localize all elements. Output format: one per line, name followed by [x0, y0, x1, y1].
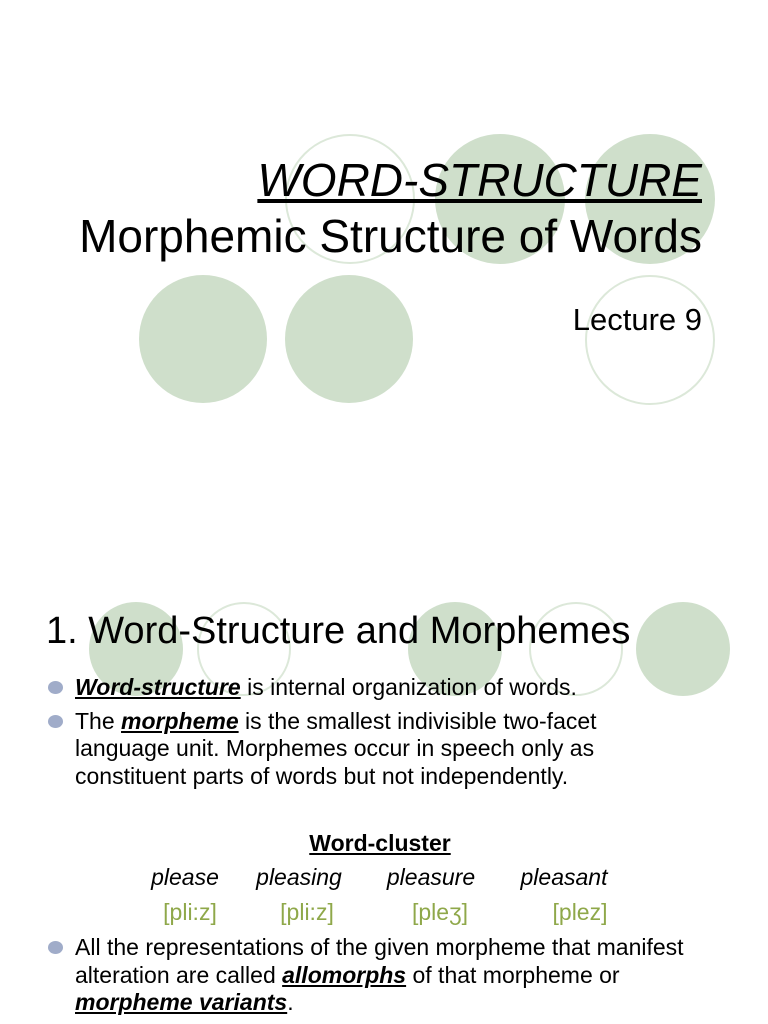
decor-circle-outline: [585, 275, 715, 405]
lecture-number: Lecture 9: [572, 302, 702, 337]
decor-circle-filled: [139, 275, 267, 403]
bullet-item: [46, 708, 686, 791]
section-heading: 1. Word-Structure and Morphemes: [46, 610, 631, 652]
phonetic-transcription: [pleʒ]: [411, 899, 469, 925]
title-main: WORD-STRUCTURE: [257, 154, 702, 206]
bullet-dot-icon: [48, 941, 63, 954]
bullet-text: .: [287, 989, 294, 1015]
bullet-text: All the representations of the given morpheme that manifest alteration are called: [75, 934, 684, 988]
phonetic-transcription: [pli:z]: [280, 899, 334, 925]
bullet-text: The: [75, 707, 122, 734]
term-word-structure: Word-structure: [75, 674, 241, 700]
decor-circle-filled: [285, 275, 413, 403]
term-morpheme: morpheme: [121, 707, 239, 734]
phonetic-transcription: [plez]: [552, 899, 608, 925]
bullet-item: [46, 674, 686, 702]
content-slide: [0, 512, 768, 1024]
phonetic-transcription: [pli:z]: [163, 899, 217, 925]
term-morpheme-variants: morpheme variants: [75, 989, 288, 1015]
bullet-text: of that morpheme or: [406, 961, 620, 988]
title-subtitle: Morphemic Structure of Words: [79, 210, 702, 262]
bullet-text: is the smallest indivisible two-facet language unit. Morphemes occur in speech only as constituent parts of words but not independently.: [75, 707, 597, 789]
slide-title: [79, 152, 702, 264]
cluster-word: pleasant: [520, 864, 608, 890]
word-cluster-title: Word-cluster: [309, 830, 451, 856]
cluster-word: pleasure: [386, 864, 476, 890]
bullet-list: [46, 674, 686, 796]
bullet-dot-icon: [48, 715, 63, 728]
bullet-dot-icon: [48, 681, 63, 694]
cluster-word: please: [151, 864, 219, 890]
term-allomorphs: allomorphs: [282, 961, 407, 988]
bullet-item: [46, 934, 686, 1017]
bullet-text: is internal organization of words.: [240, 674, 577, 700]
cluster-word: pleasing: [256, 864, 342, 890]
bullet-list: [46, 934, 686, 1023]
